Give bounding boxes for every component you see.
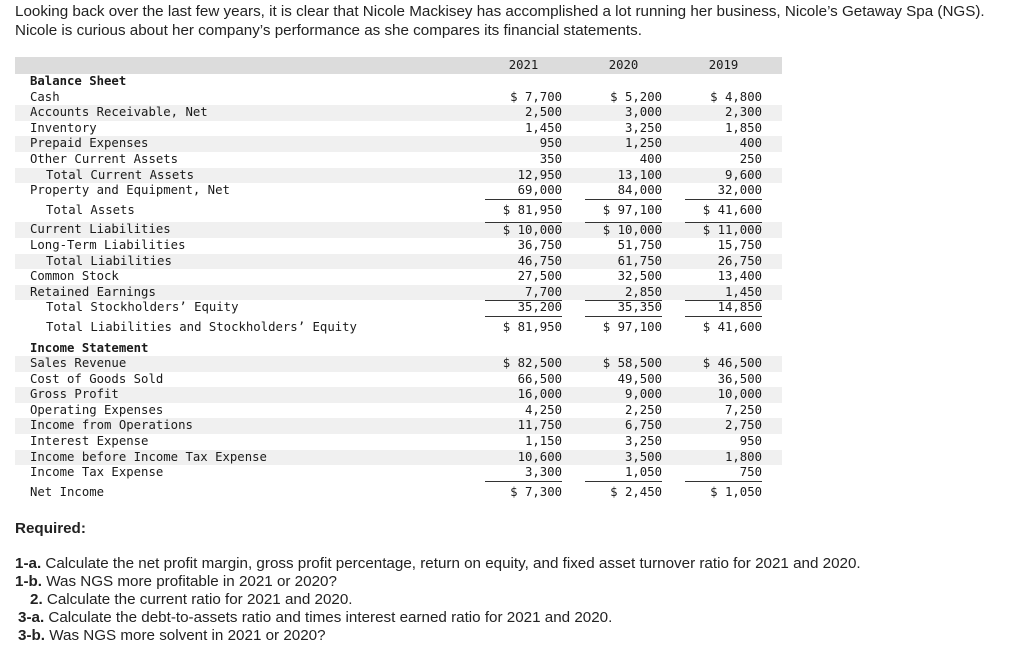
cell-value: 350 bbox=[485, 152, 562, 169]
cell-value: 3,000 bbox=[624, 105, 662, 120]
cell-value: 12,950 bbox=[517, 167, 562, 182]
question-item bbox=[15, 555, 1015, 573]
table-row bbox=[15, 168, 782, 184]
table-row bbox=[15, 152, 782, 168]
table-row bbox=[15, 434, 782, 450]
row-label: Interest Expense bbox=[30, 434, 149, 449]
cell-value: 1,800 bbox=[724, 449, 762, 464]
cell-value: 9,600 bbox=[724, 167, 762, 182]
question-number: 2. bbox=[30, 591, 43, 608]
row-label: Accounts Receivable, Net bbox=[30, 105, 208, 120]
row-label: Total Stockholders’ Equity bbox=[46, 300, 239, 315]
row-label: Income Tax Expense bbox=[30, 465, 164, 480]
cell-value: $ 81,950 bbox=[502, 202, 562, 217]
question-item bbox=[15, 609, 1015, 627]
cell-value: 61,750 bbox=[617, 253, 662, 268]
cell-value: 1,250 bbox=[624, 136, 662, 151]
table-row bbox=[15, 320, 782, 336]
cell-value: 7,700 bbox=[485, 285, 562, 302]
row-label: Property and Equipment, Net bbox=[30, 183, 230, 198]
table-row bbox=[15, 222, 782, 238]
cell-value: 3,250 bbox=[585, 434, 662, 451]
row-label: Total Liabilities bbox=[46, 253, 172, 268]
row-label: Total Assets bbox=[46, 202, 135, 217]
row-label: Total Liabilities and Stockholders’ Equity bbox=[46, 319, 357, 334]
question-text: Was NGS more profitable in 2021 or 2020? bbox=[42, 573, 337, 590]
cell-value: 3,300 bbox=[485, 465, 562, 482]
cell-value: 250 bbox=[685, 152, 762, 169]
cell-value: $ 11,000 bbox=[685, 222, 762, 239]
row-label: Net Income bbox=[30, 484, 105, 499]
row-label: Income before Income Tax Expense bbox=[30, 449, 267, 464]
cell-value: 35,200 bbox=[485, 300, 562, 317]
table-row bbox=[15, 485, 782, 501]
table-row bbox=[15, 418, 782, 434]
question-text: Calculate the debt-to-assets ratio and times interest earned ratio for 2021 and 2020. bbox=[44, 609, 613, 626]
cell-value: 2,500 bbox=[524, 105, 562, 120]
question-number: 1-b. bbox=[15, 573, 43, 590]
row-label: Operating Expenses bbox=[30, 402, 164, 417]
cell-value: $ 7,300 bbox=[510, 484, 562, 499]
row-label: Gross Profit bbox=[30, 387, 119, 402]
cell-value: 1,150 bbox=[485, 434, 562, 451]
balance-sheet-heading: Balance Sheet bbox=[30, 74, 127, 88]
table-row bbox=[15, 403, 782, 419]
cell-value: $ 10,000 bbox=[485, 222, 562, 239]
year-header: 2021 bbox=[508, 58, 539, 72]
cell-value: $ 41,600 bbox=[702, 202, 762, 217]
cell-value: 35,350 bbox=[585, 300, 662, 317]
year-header: 2019 bbox=[708, 58, 739, 72]
cell-value: 950 bbox=[685, 434, 762, 451]
question-number: 3-b. bbox=[18, 627, 46, 644]
table-row bbox=[15, 372, 782, 388]
cell-value: 1,450 bbox=[524, 120, 562, 135]
row-label: Prepaid Expenses bbox=[30, 136, 149, 151]
cell-value: $ 5,200 bbox=[610, 89, 662, 104]
cell-value: $ 7,700 bbox=[510, 89, 562, 104]
cell-value: 1,050 bbox=[585, 465, 662, 482]
section-heading-row bbox=[15, 74, 782, 90]
cell-value: 2,850 bbox=[585, 285, 662, 302]
cell-value: 36,500 bbox=[685, 372, 762, 389]
table-row bbox=[15, 356, 782, 372]
row-label: Cost of Goods Sold bbox=[30, 371, 164, 386]
cell-value: 84,000 bbox=[585, 183, 662, 200]
cell-value: 3,250 bbox=[624, 120, 662, 135]
cell-value: 2,250 bbox=[585, 403, 662, 420]
table-row bbox=[15, 238, 782, 254]
year-header-row bbox=[15, 57, 782, 74]
table-row bbox=[15, 465, 782, 481]
cell-value: 13,100 bbox=[617, 167, 662, 182]
table-row bbox=[15, 285, 782, 301]
financial-statements-table bbox=[15, 57, 782, 500]
cell-value: 400 bbox=[739, 136, 762, 151]
table-row bbox=[15, 136, 782, 152]
question-number: 3-a. bbox=[18, 609, 45, 626]
required-heading: Required: bbox=[15, 520, 86, 537]
cell-value: 10,000 bbox=[717, 387, 762, 402]
row-label: Income from Operations bbox=[30, 418, 193, 433]
income-statement-heading: Income Statement bbox=[30, 340, 149, 355]
table-row bbox=[15, 450, 782, 466]
cell-value: 32,000 bbox=[685, 183, 762, 200]
row-label: Other Current Assets bbox=[30, 151, 179, 166]
row-label: Total Current Assets bbox=[46, 167, 195, 182]
cell-value: 7,250 bbox=[685, 403, 762, 420]
row-label: Retained Earnings bbox=[30, 284, 156, 299]
row-label: Current Liabilities bbox=[30, 222, 171, 237]
section-heading-row bbox=[15, 341, 782, 357]
cell-value: 69,000 bbox=[485, 183, 562, 200]
cell-value: $ 46,500 bbox=[702, 356, 762, 371]
cell-value: $ 58,500 bbox=[602, 356, 662, 371]
cell-value: 46,750 bbox=[517, 253, 562, 268]
cell-value: 51,750 bbox=[585, 238, 662, 255]
cell-value: 1,450 bbox=[685, 285, 762, 302]
table-row bbox=[15, 254, 782, 270]
cell-value: $ 1,050 bbox=[710, 484, 762, 499]
cell-value: $ 4,800 bbox=[710, 89, 762, 104]
cell-value: 6,750 bbox=[624, 418, 662, 433]
cell-value: 2,300 bbox=[724, 105, 762, 120]
cell-value: 400 bbox=[585, 152, 662, 169]
row-label: Common Stock bbox=[30, 269, 119, 284]
question-item bbox=[15, 627, 1015, 645]
cell-value: $ 97,100 bbox=[602, 202, 662, 217]
cell-value: 26,750 bbox=[717, 253, 762, 268]
question-list bbox=[15, 555, 1015, 645]
problem-intro: Looking back over the last few years, it is clear that Nicole Mackisey has accomplished a lot running her business, Nicole’s Getaway Spa (NGS). Nicole is curious about her company’s performance as she compares its financial statements. bbox=[15, 3, 985, 39]
cell-value: 950 bbox=[539, 136, 562, 151]
cell-value: $ 2,450 bbox=[610, 484, 662, 499]
table-row bbox=[15, 203, 782, 219]
table-row bbox=[15, 387, 782, 403]
cell-value: 11,750 bbox=[517, 418, 562, 433]
cell-value: 1,850 bbox=[724, 120, 762, 135]
table-row bbox=[15, 269, 782, 285]
cell-value: 2,750 bbox=[724, 418, 762, 433]
cell-value: 14,850 bbox=[685, 300, 762, 317]
question-text: Calculate the net profit margin, gross profit percentage, return on equity, and fixed asset turnover ratio for 2021 and 2020. bbox=[41, 555, 861, 572]
row-label: Long-Term Liabilities bbox=[30, 237, 186, 252]
row-label: Inventory bbox=[30, 120, 97, 135]
cell-value: 3,500 bbox=[624, 449, 662, 464]
cell-value: 27,500 bbox=[517, 269, 562, 284]
question-text: Was NGS more solvent in 2021 or 2020? bbox=[45, 627, 326, 644]
cell-value: 32,500 bbox=[617, 269, 662, 284]
cell-value: 9,000 bbox=[624, 387, 662, 402]
row-label: Sales Revenue bbox=[30, 356, 127, 371]
cell-value: $ 81,950 bbox=[502, 319, 562, 334]
cell-value: 16,000 bbox=[517, 387, 562, 402]
table-row bbox=[15, 183, 782, 199]
year-header: 2020 bbox=[608, 58, 639, 72]
table-row bbox=[15, 90, 782, 106]
cell-value: $ 41,600 bbox=[702, 319, 762, 334]
row-label: Cash bbox=[30, 89, 60, 104]
cell-value: 4,250 bbox=[485, 403, 562, 420]
cell-value: 13,400 bbox=[717, 269, 762, 284]
question-item bbox=[15, 573, 1015, 591]
table-row bbox=[15, 121, 782, 137]
cell-value: $ 10,000 bbox=[585, 222, 662, 239]
cell-value: 66,500 bbox=[485, 372, 562, 389]
cell-value: 10,600 bbox=[517, 449, 562, 464]
question-text: Calculate the current ratio for 2021 and 2020. bbox=[42, 591, 353, 608]
cell-value: $ 97,100 bbox=[602, 319, 662, 334]
cell-value: 49,500 bbox=[585, 372, 662, 389]
question-number: 1-a. bbox=[15, 555, 42, 572]
cell-value: 36,750 bbox=[485, 238, 562, 255]
cell-value: 750 bbox=[685, 465, 762, 482]
cell-value: $ 82,500 bbox=[502, 356, 562, 371]
table-row bbox=[15, 300, 782, 316]
cell-value: 15,750 bbox=[685, 238, 762, 255]
question-item bbox=[15, 591, 1015, 609]
table-row bbox=[15, 105, 782, 121]
